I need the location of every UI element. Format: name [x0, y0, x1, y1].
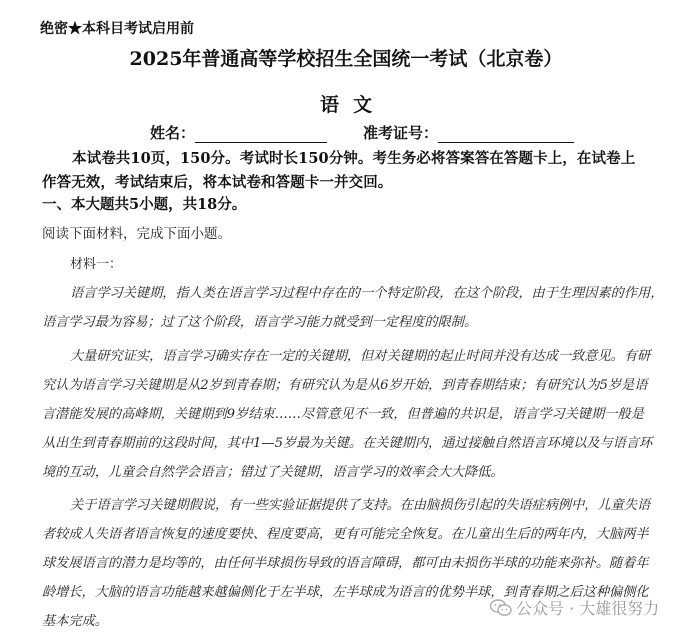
body-line: 语言学习关键期，指人类在语言学习过程中存在的一个特定阶段，在这个阶段，由于生理因素的作用，	[70, 286, 664, 301]
id-blank	[438, 128, 574, 143]
wechat-icon	[490, 599, 512, 617]
id-label: 准考证号：	[363, 124, 439, 142]
secret-label: 绝密★本科目考试启用前	[40, 21, 194, 37]
name-blank	[195, 128, 327, 143]
watermark-text: 公众号 · 大雄很努力	[516, 599, 660, 618]
body-line: 语言学习最为容易；过了这个阶段，语言学习能力就受到一定程度的限制。	[42, 315, 478, 330]
name-label: 姓名：	[150, 124, 196, 142]
body-line: 者较成人失语者语言恢复的速度要快、程度要高，更有可能完全恢复。在儿童出生后的两年内，大脑两半	[42, 527, 649, 542]
body-line: 从出生到青春期前的这段时间，其中1—5岁最为关键。在关键期内，通过接触自然语言环境以及与语言环	[42, 436, 653, 451]
material-label: 材料一：	[70, 257, 123, 272]
instruction-line-2: 作答无效，考试结束后，将本试卷和答题卡一并交回。	[42, 174, 393, 191]
body-line: 球发展语言的潜力是均等的，由任何半球损伤导致的语言障碍，都可由未损伤半球的功能来弥补。随着年	[42, 556, 649, 571]
body-line: 言潜能发展的高峰期，关键期到9岁结束……尽管意见不一致，但普遍的共识是，语言学习关键期一般是	[42, 407, 644, 422]
exam-title: 2025年普通高等学校招生全国统一考试（北京卷）	[129, 48, 563, 70]
section-title: 一、本大题共5小题，共18分。	[42, 196, 247, 213]
body-line: 境的互动，儿童会自然学会语言；错过了关键期，语言学习的效率会大大降低。	[42, 465, 504, 480]
watermark	[490, 596, 659, 619]
instruction-line-1: 本试卷共10页，150分。考试时长150分钟。考生务必将答案答在答题卡上，在试卷上	[72, 150, 636, 167]
subject-title: 语文	[319, 94, 386, 116]
reading-prompt: 阅读下面材料，完成下面小题。	[42, 226, 231, 242]
body-line: 究认为语言学习关键期是从2岁到青春期；有研究认为是从6岁开始，到青春期结束；有研究认为5岁是语	[42, 378, 648, 393]
candidate-fields	[150, 122, 574, 143]
body-line: 龄增长，大脑的语言功能越来越偏侧化于左半球，左半球成为语言的优势半球，到青春期之后这种偏侧化	[42, 585, 649, 600]
body-line: 关于语言学习关键期假说，有一些实验证据提供了支持。在由脑损伤引起的失语症病例中，儿童失语	[70, 498, 651, 513]
body-line: 大量研究证实，语言学习确实存在一定的关键期，但对关键期的起止时间并没有达成一致意见。有研	[70, 349, 651, 364]
body-line: 基本完成。	[42, 614, 108, 629]
